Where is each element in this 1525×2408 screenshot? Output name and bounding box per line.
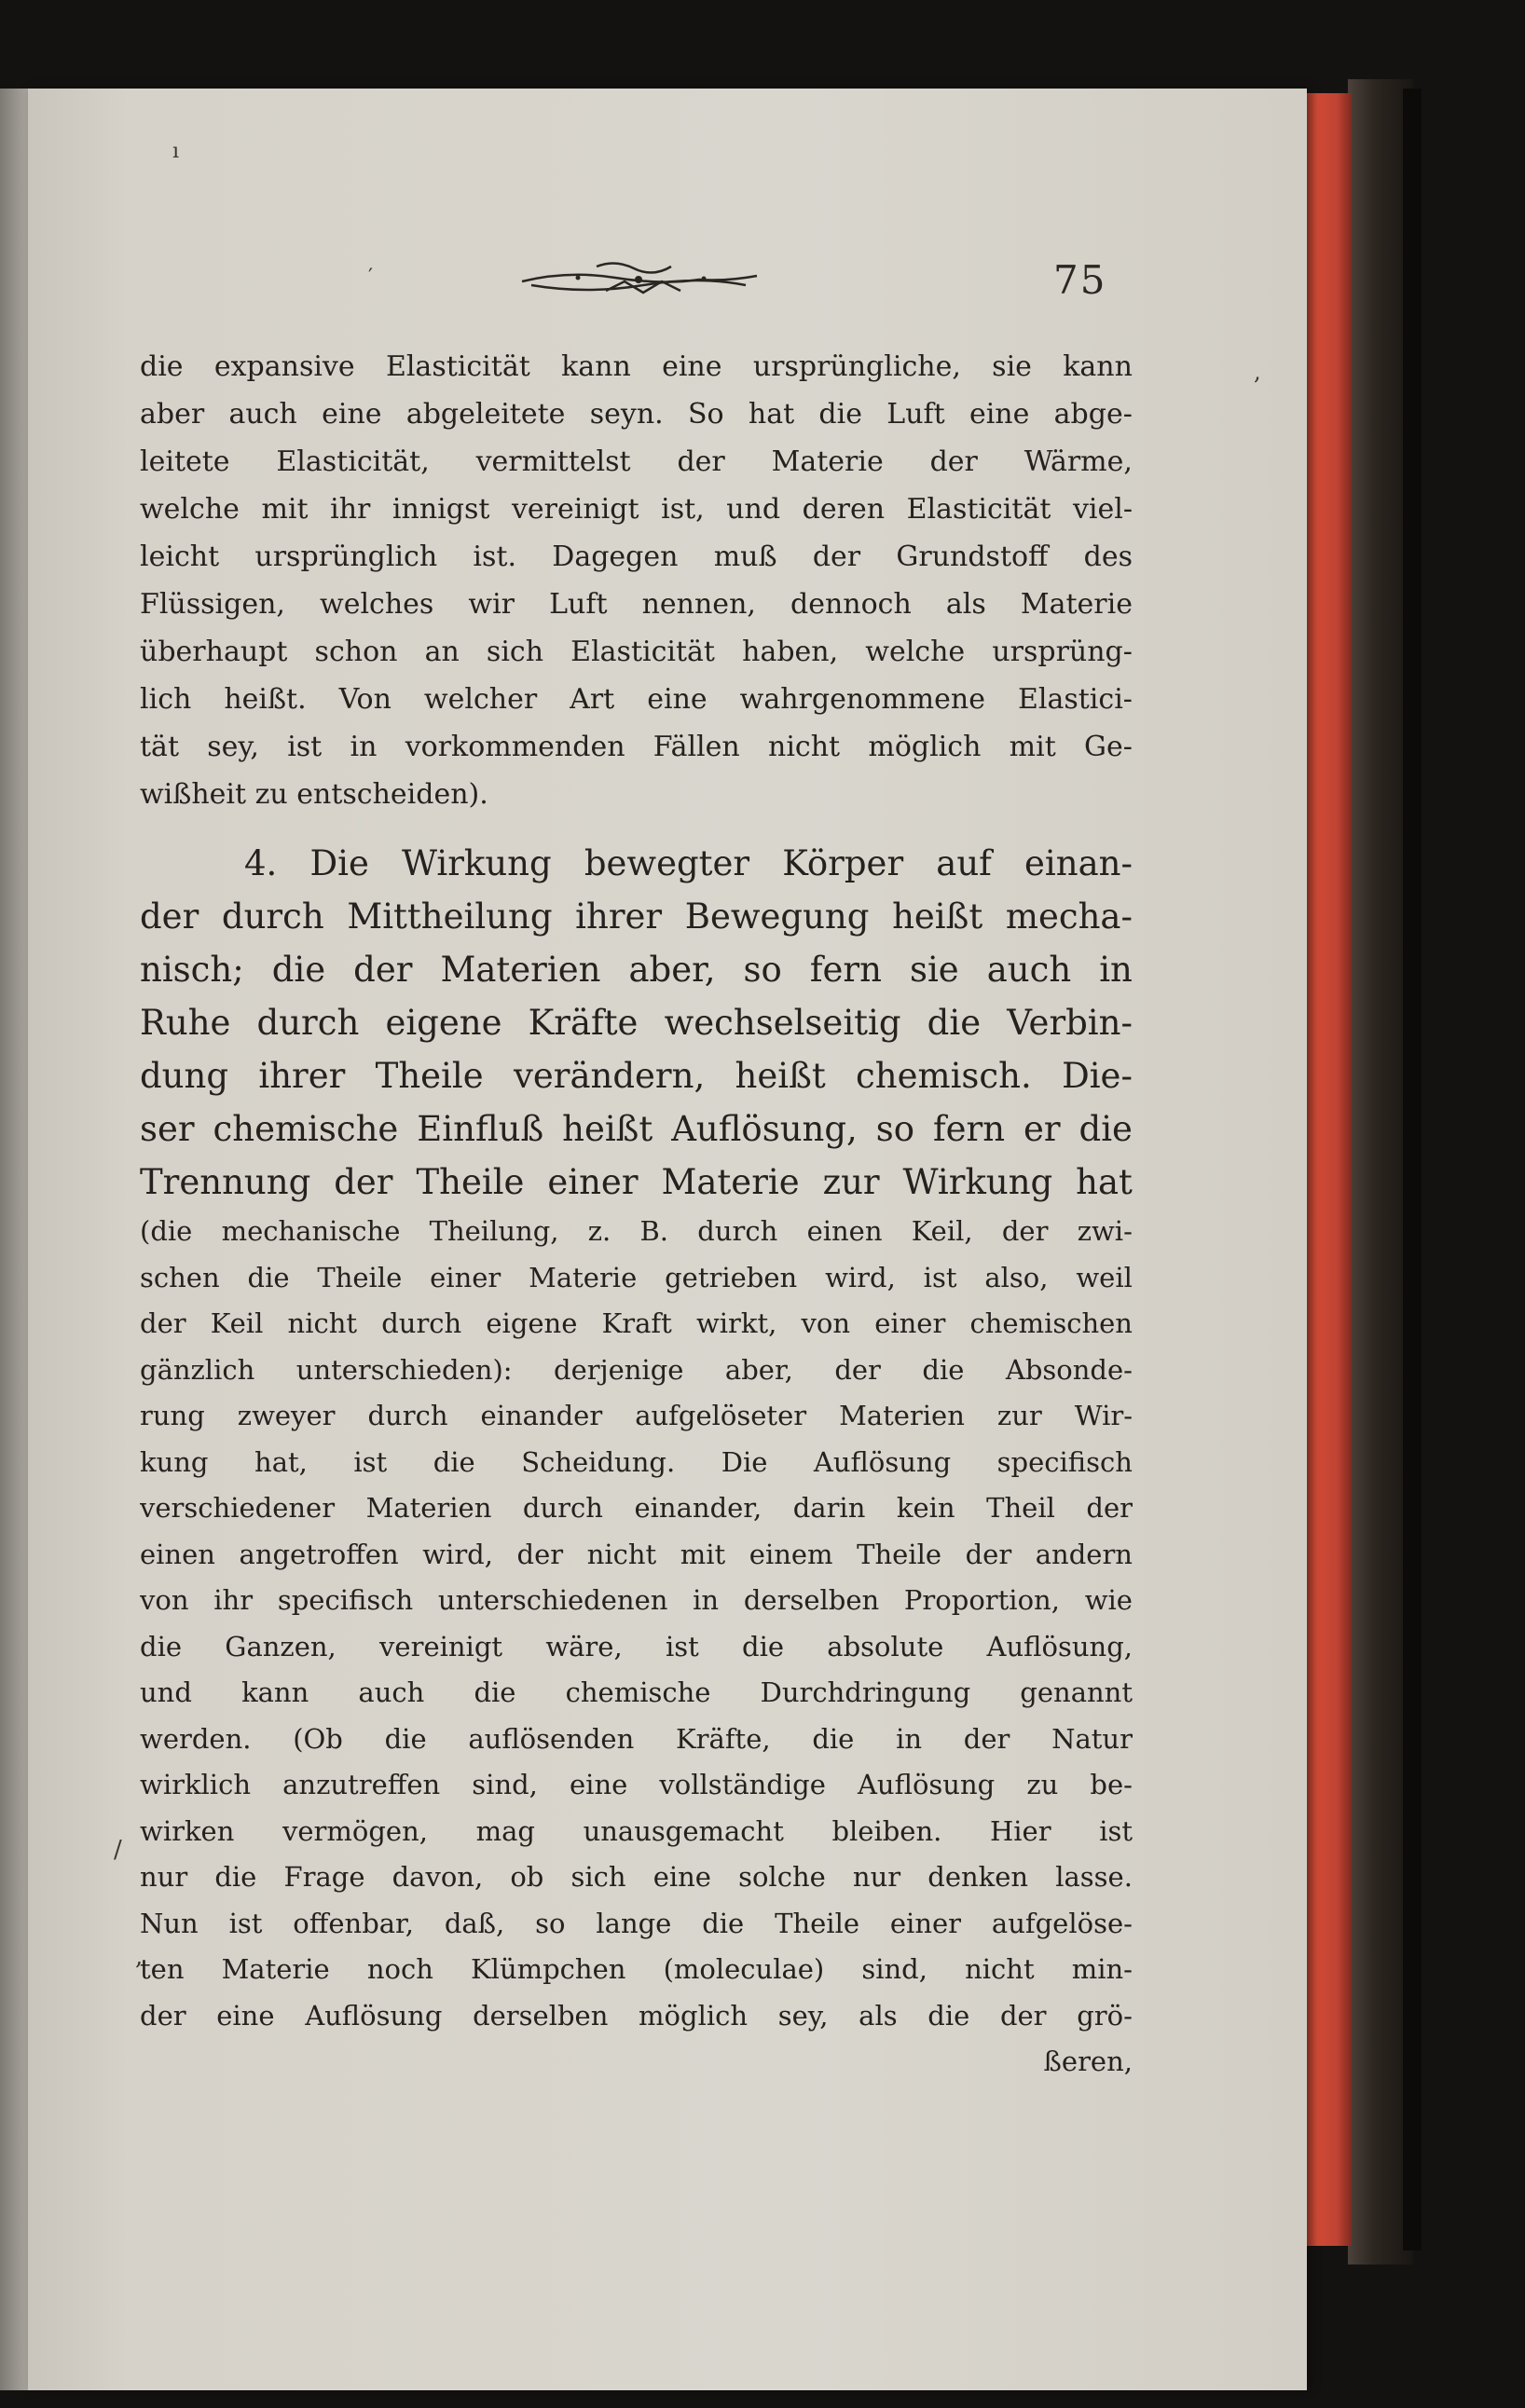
text-line: der durch Mittheilung ihrer Bewegung heißt mecha- [140, 896, 1133, 937]
text-line: welche mit ihr innigst vereinigt ist, und deren Elasticität viel- [140, 493, 1133, 526]
text-line: nur die Frage davon, ob sich eine solche nur denken lasse. [140, 1861, 1133, 1893]
paragraph-1 [140, 343, 1133, 818]
text-line: kung hat, ist die Scheidung. Die Auflösung specifisch [140, 1445, 1133, 1478]
text-line: wirken vermögen, mag unausgemacht bleiben. Hier ist [140, 1814, 1133, 1847]
text-line: und kann auch die chemische Durchdringung genannt [140, 1676, 1133, 1708]
page-text [140, 343, 1133, 2086]
text-line: verschiedener Materien durch einander, darin kein Theil der [140, 1492, 1133, 1524]
text-line: der Keil nicht durch eigene Kraft wirkt, von einer chemischen [140, 1307, 1133, 1339]
red-page-edge [1303, 93, 1352, 2246]
text-line: Ruhe durch eigene Kräfte wechselseitig die Verbin- [140, 1003, 1133, 1043]
text-line: die Ganzen, vereinigt wäre, ist die absolute Auflösung, [140, 1630, 1133, 1662]
text-line: schen die Theile einer Materie getrieben wird, ist also, weil [140, 1261, 1133, 1293]
text-line: der eine Auflösung derselben möglich sey, als die der grö- [140, 1999, 1133, 2032]
page-header [494, 253, 1100, 309]
text-line: leitete Elasticität, vermittelst der Materie der Wärme, [140, 445, 1133, 478]
header-ornament-icon [513, 257, 764, 298]
margin-mark: , [1254, 359, 1261, 385]
text-line: leicht ursprünglich ist. Dagegen muß der Grundstoff des [140, 540, 1133, 573]
text-line: rung zweyer durch einander aufgelöseter Materien zur Wir- [140, 1400, 1133, 1431]
text-line: die expansive Elasticität kann eine ursprüngliche, sie kann [140, 350, 1133, 383]
text-line: gänzlich unterschieden): derjenige aber, der die Absonde- [140, 1353, 1133, 1386]
text-line: (die mechanische Theilung, z. B. durch einen Keil, der zwi- [140, 1215, 1133, 1247]
text-line: ser chemische Einfluß heißt Auflösung, so fern er die [140, 1109, 1133, 1149]
text-line: dung ihrer Theile verändern, heißt chemisch. Die- [140, 1056, 1133, 1096]
text-line: wirklich anzutreffen sind, eine vollständige Auflösung zu be- [140, 1769, 1133, 1800]
text-line: werden. (Ob die auflösenden Kräfte, die in der Natur [140, 1722, 1133, 1755]
text-line: 4. Die Wirkung bewegter Körper auf einan- [244, 843, 1133, 883]
text-line: Trennung der Theile einer Materie zur Wirkung hat [140, 1162, 1133, 1202]
text-line: überhaupt schon an sich Elasticität haben, welche ursprüng- [140, 636, 1133, 668]
text-line: lich heißt. Von welcher Art eine wahrgenommene Elastici- [140, 683, 1133, 716]
text-line: tät sey, ist in vorkommenden Fällen nicht möglich mit Ge- [140, 731, 1133, 763]
text-line: wißheit zu entscheiden). [140, 778, 488, 811]
margin-mark: ′ [368, 266, 373, 289]
text-line: Flüssigen, welches wir Luft nennen, dennoch als Materie [140, 588, 1133, 621]
margin-mark: / [114, 1836, 122, 1864]
text-line: einen angetroffen wird, der nicht mit einem Theile der andern [140, 1538, 1133, 1570]
text-line: Nun ist offenbar, daß, so lange die Theile einer aufgelöse- [140, 1907, 1133, 1939]
cover-rim [1403, 89, 1422, 2251]
margin-mark: ı [172, 140, 180, 163]
text-line: ten Materie noch Klümpchen (moleculae) sind, nicht min- [140, 1953, 1133, 1985]
text-line: aber auch eine abgeleitete seyn. So hat die Luft eine abge- [140, 398, 1133, 431]
paragraph-2 [140, 837, 1133, 2086]
catchword: ßeren, [1043, 2045, 1133, 2077]
margin-mark: , [135, 1943, 144, 1971]
text-line: nisch; die der Materien aber, so fern sie auch in [140, 950, 1133, 990]
page-number: 75 [1053, 257, 1107, 303]
text-line: von ihr specifisch unterschiedenen in derselben Proportion, wie [140, 1584, 1133, 1616]
